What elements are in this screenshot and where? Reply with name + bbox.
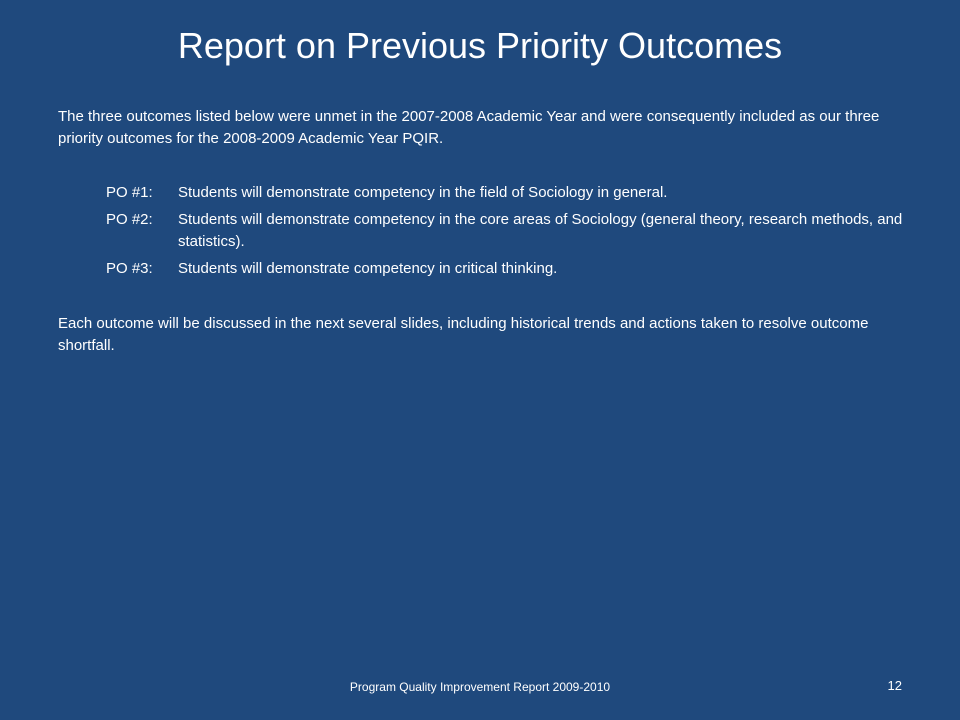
list-item — [106, 182, 906, 204]
outcome-text: Students will demonstrate competency in the core areas of Sociology (general theory, research methods, and statistics). — [178, 211, 903, 250]
page-number: 12 — [887, 678, 902, 693]
list-item — [106, 258, 906, 280]
slide-footer: Program Quality Improvement Report 2009-2010 — [349, 680, 611, 694]
closing-paragraph: Each outcome will be discussed in the next several slides, including historical trends and actions taken to resolve outcome shortfall. — [58, 315, 869, 354]
outcome-text: Students will demonstrate competency in the field of Sociology in general. — [178, 184, 668, 201]
intro-paragraph: The three outcomes listed below were unmet in the 2007-2008 Academic Year and were consequently included as our three priority outcomes for the 2008-2009 Academic Year PQIR. — [58, 108, 880, 147]
outcome-text: Students will demonstrate competency in critical thinking. — [178, 260, 558, 277]
priority-outcomes-list — [106, 182, 906, 285]
outcome-label: PO #2: — [106, 211, 153, 228]
outcome-label: PO #3: — [106, 260, 153, 277]
list-item — [106, 209, 906, 253]
slide-title: Report on Previous Priority Outcomes — [177, 25, 783, 66]
outcome-label: PO #1: — [106, 184, 153, 201]
